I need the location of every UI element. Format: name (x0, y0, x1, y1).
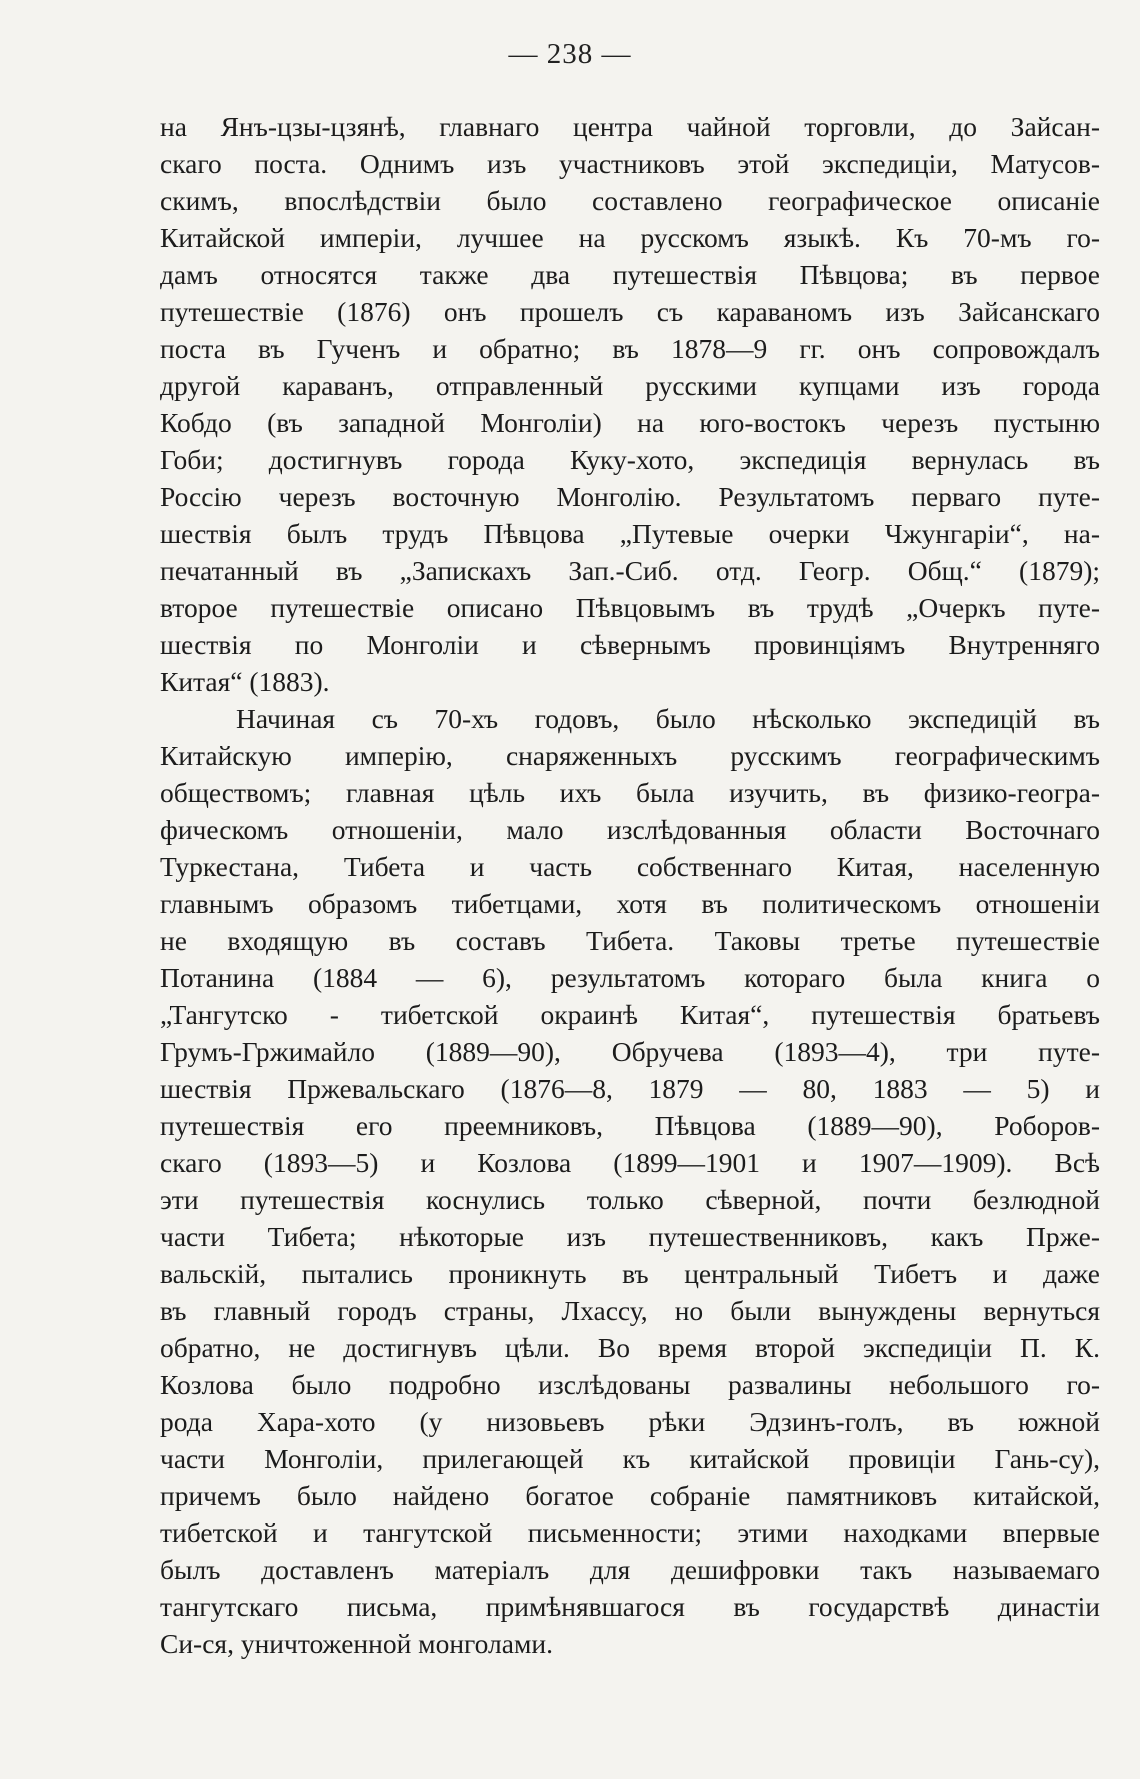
text-line: поста въ Гученъ и обратно; въ 1878—9 гг. онъ сопровождалъ (160, 333, 1100, 364)
text-line: дамъ относятся также два путешествія Пѣвцова; въ первое (160, 259, 1100, 290)
text-line: эти путешествія коснулись только сѣверной, почти безлюдной (160, 1184, 1100, 1215)
text-line: на Янъ-цзы-цзянѣ, главнаго центра чайной торговли, до Зайсан- (160, 111, 1100, 142)
text-line: части Монголіи, прилегающей къ китайской провиціи Гань-су), (160, 1443, 1100, 1474)
text-line: Китайской имперіи, лучшее на русскомъ языкѣ. Къ 70-мъ го- (160, 222, 1100, 253)
text-line: фическомъ отношеніи, мало изслѣдованныя области Восточнаго (160, 814, 1100, 845)
text-line: шествія Пржевальскаго (1876—8, 1879 — 80, 1883 — 5) и (160, 1073, 1100, 1104)
text-line: Си-ся, уничтоженной монголами. (160, 1628, 553, 1659)
text-line: „Тангутско - тибетской окраинѣ Китая“, путешествія братьевъ (160, 999, 1100, 1030)
text-line: шествія былъ трудъ Пѣвцова „Путевые очерки Чжунгаріи“, на- (160, 518, 1100, 549)
text-line: вальскій, пытались проникнуть въ центральный Тибетъ и даже (160, 1258, 1100, 1289)
text-line: Начиная съ 70-хъ годовъ, было нѣсколько экспедицій въ (236, 703, 1100, 734)
text-line: Китайскую имперію, снаряженныхъ русскимъ географическимъ (160, 740, 1100, 771)
text-line: тангутскаго письма, примѣнявшагося въ государствѣ династіи (160, 1591, 1100, 1622)
text-line: былъ доставленъ матеріалъ для дешифровки такъ называемаго (160, 1554, 1100, 1585)
text-line: Кобдо (въ западной Монголіи) на юго-востокъ черезъ пустыню (160, 407, 1100, 438)
text-line: путешествіе (1876) онъ прошелъ съ караваномъ изъ Зайсанскаго (160, 296, 1100, 327)
text-line: не входящую въ составъ Тибета. Таковы третье путешествіе (160, 925, 1100, 956)
paragraph-1 (160, 108, 1100, 700)
text-line: въ главный городъ страны, Лхассу, но были вынуждены вернуться (160, 1295, 1100, 1326)
text-line: Китая“ (1883). (160, 666, 330, 697)
text-line: шествія по Монголіи и сѣвернымъ провинціямъ Внутренняго (160, 629, 1100, 660)
page-number: — 238 — (508, 38, 632, 70)
text-line: скаго поста. Однимъ изъ участниковъ этой экспедиціи, Матусов- (160, 148, 1100, 179)
text-line: Козлова было подробно изслѣдованы развалины небольшого го- (160, 1369, 1100, 1400)
text-line: скаго (1893—5) и Козлова (1899—1901 и 1907—1909). Всѣ (160, 1147, 1100, 1178)
text-line: Потанина (1884 — 6), результатомъ котораго была книга о (160, 962, 1100, 993)
text-line: путешествія его преемниковъ, Пѣвцова (1889—90), Роборов- (160, 1110, 1100, 1141)
text-line: Россію черезъ восточную Монголію. Результатомъ перваго путе- (160, 481, 1100, 512)
paragraph-2 (160, 700, 1100, 1662)
text-line: Туркестана, Тибета и часть собственнаго Китая, населенную (160, 851, 1100, 882)
text-line: печатанный въ „Запискахъ Зап.-Сиб. отд. Геогр. Общ.“ (1879); (160, 555, 1100, 586)
text-line: обратно, не достигнувъ цѣли. Во время второй экспедиціи П. К. (160, 1332, 1100, 1363)
text-line: рода Хара-хото (у низовьевъ рѣки Эдзинъ-голъ, въ южной (160, 1406, 1100, 1437)
text-line: скимъ, впослѣдствіи было составлено географическое описаніе (160, 185, 1100, 216)
text-line: главнымъ образомъ тибетцами, хотя въ политическомъ отношеніи (160, 888, 1100, 919)
text-line: части Тибета; нѣкоторые изъ путешественниковъ, какъ Пржe- (160, 1221, 1100, 1252)
body-text (160, 108, 1100, 1662)
text-line: тибетской и тангутской письменности; этими находками впервые (160, 1517, 1100, 1548)
text-line: Гоби; достигнувъ города Куку-хото, экспедиція вернулась въ (160, 444, 1100, 475)
text-line: другой караванъ, отправленный русскими купцами изъ города (160, 370, 1100, 401)
text-line: второе путешествіе описано Пѣвцовымъ въ трудѣ „Очеркъ путе- (160, 592, 1100, 623)
text-line: обществомъ; главная цѣль ихъ была изучить, въ физико-геогра- (160, 777, 1100, 808)
text-line: Грумъ-Гржимайло (1889—90), Обручева (1893—4), три путе- (160, 1036, 1100, 1067)
text-line: причемъ было найдено богатое собраніе памятниковъ китайской, (160, 1480, 1100, 1511)
